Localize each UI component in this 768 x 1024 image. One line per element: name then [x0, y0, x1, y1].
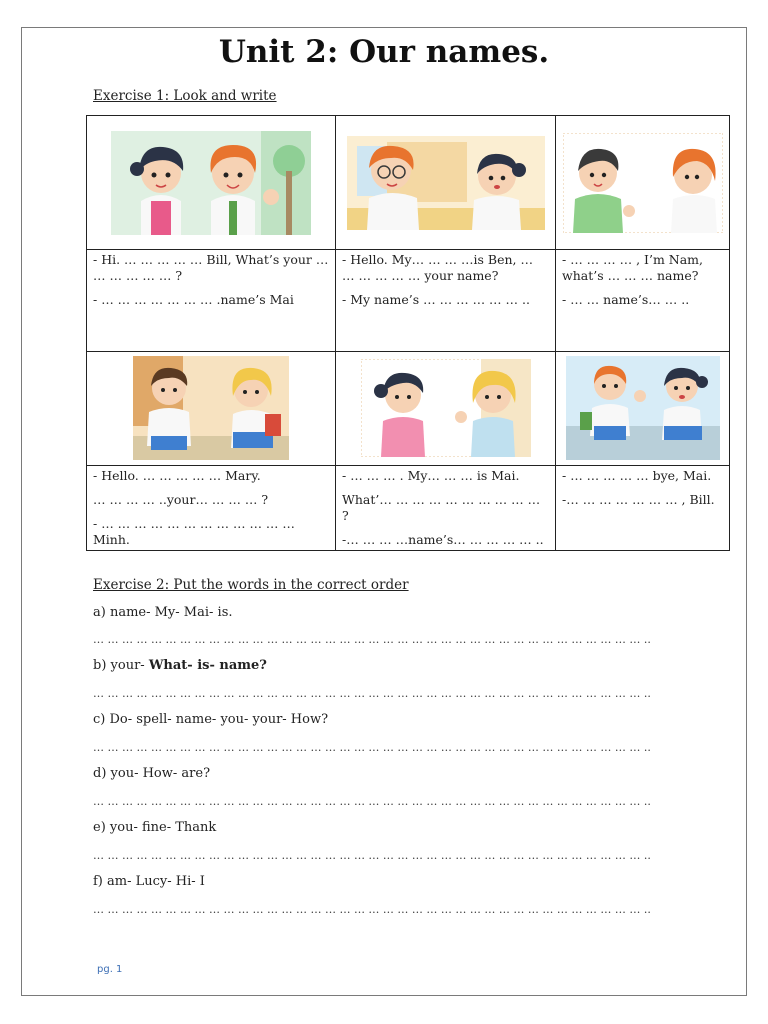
item-words: c) Do- spell- name- you- your- How?: [93, 712, 329, 727]
picture-girl-and-boy-greeting: [111, 131, 311, 235]
exercise-2-heading: Exercise 2: Put the words in the correct order: [93, 577, 409, 593]
page-title: Unit 2: Our names.: [218, 34, 550, 70]
exercise-1-heading: Exercise 1: Look and write: [93, 88, 277, 104]
answer-line-b: … … … … … … … … … … … … … … … … … … … … … … … … … … … … … … … … … … … … … … ..: [93, 687, 651, 700]
exercise-1-grid: [86, 115, 730, 551]
dialogue-line: - My name’s … … … … … … ..: [342, 292, 530, 308]
item-words: e) you- fine- Thank: [93, 820, 217, 835]
exercise-2-item-f: [93, 874, 205, 889]
dialogue-line: -… … … … … … … , Bill.: [562, 491, 715, 507]
answer-line-f: … … … … … … … … … … … … … … … … … … … … … … … … … … … … … … … … … … … … … … ..: [93, 903, 651, 916]
dialogue-line: -… … … …name’s… … … … … ..: [342, 531, 544, 547]
answer-line-e: … … … … … … … … … … … … … … … … … … … … … … … … … … … … … … … … … … … … … … ..: [93, 849, 651, 862]
dialogue-cell-1: [87, 250, 336, 351]
dialogue-line: - … … … . My… … … is Mai.: [342, 467, 520, 483]
picture-cell-2: [336, 116, 556, 250]
exercise-2-item-a: [93, 605, 233, 620]
dialogue-cell-5: [336, 465, 556, 550]
dialogue-line: - Hello. My… … … …is Ben, … … … … … … your name?: [342, 252, 533, 284]
picture-boy-and-mary: [133, 356, 289, 460]
dialogue-line: - … … name’s… … ..: [562, 292, 690, 308]
answer-line-c: … … … … … … … … … … … … … … … … … … … … … … … … … … … … … … … … … … … … … … ..: [93, 741, 651, 754]
dialogue-line: - … … … … … bye, Mai.: [562, 467, 712, 483]
item-words: b) your-: [93, 658, 149, 673]
answer-line-d: … … … … … … … … … … … … … … … … … … … … … … … … … … … … … … … … … … … … … … ..: [93, 795, 651, 808]
item-words: a) name- My- Mai- is.: [93, 605, 233, 620]
exercise-2-item-d: [93, 766, 210, 781]
picture-cell-6: [556, 351, 730, 465]
dialogue-line: … … … … ..your… … … … ?: [93, 491, 269, 507]
exercise-2-item-e: [93, 820, 216, 835]
item-words: f) am- Lucy- Hi- I: [93, 874, 205, 889]
picture-cell-4: [87, 351, 336, 465]
dialogue-line: - Hi. … … … … … Bill, What’s your … … … … … … ?: [93, 252, 329, 284]
answer-line-a: … … … … … … … … … … … … … … … … … … … … … … … … … … … … … … … … … … … … … … ..: [93, 633, 651, 646]
picture-bill-and-mai-waving: [566, 356, 720, 460]
item-words-bold: What- is- name?: [148, 658, 267, 673]
picture-cell-5: [336, 351, 556, 465]
exercise-2-item-b: [93, 658, 267, 673]
picture-mai-and-blonde-girl: [361, 359, 531, 457]
dialogue-cell-3: [556, 250, 730, 351]
exercise-2-item-c: [93, 712, 328, 727]
dialogue-cell-2: [336, 250, 556, 351]
picture-cell-1: [87, 116, 336, 250]
dialogue-cell-6: [556, 465, 730, 550]
picture-ben-talking-to-girl: [347, 136, 545, 230]
picture-cell-3: [556, 116, 730, 250]
dialogue-cell-4: [87, 465, 336, 550]
dialogue-line: - Hello. … … … … … Mary.: [93, 467, 261, 483]
dialogue-line: What’… … … … … … … … … … ?: [342, 491, 541, 523]
dialogue-line: - … … … … , I’m Nam, what’s … … … name?: [562, 252, 703, 284]
page-number: pg. 1: [97, 964, 123, 975]
picture-nam-and-girl: [563, 133, 723, 233]
dialogue-line: - … … … … … … … .name’s Mai: [93, 292, 294, 308]
dialogue-line: - … … … … … … … … … … … … Minh.: [93, 515, 295, 547]
item-words: d) you- How- are?: [93, 766, 211, 781]
